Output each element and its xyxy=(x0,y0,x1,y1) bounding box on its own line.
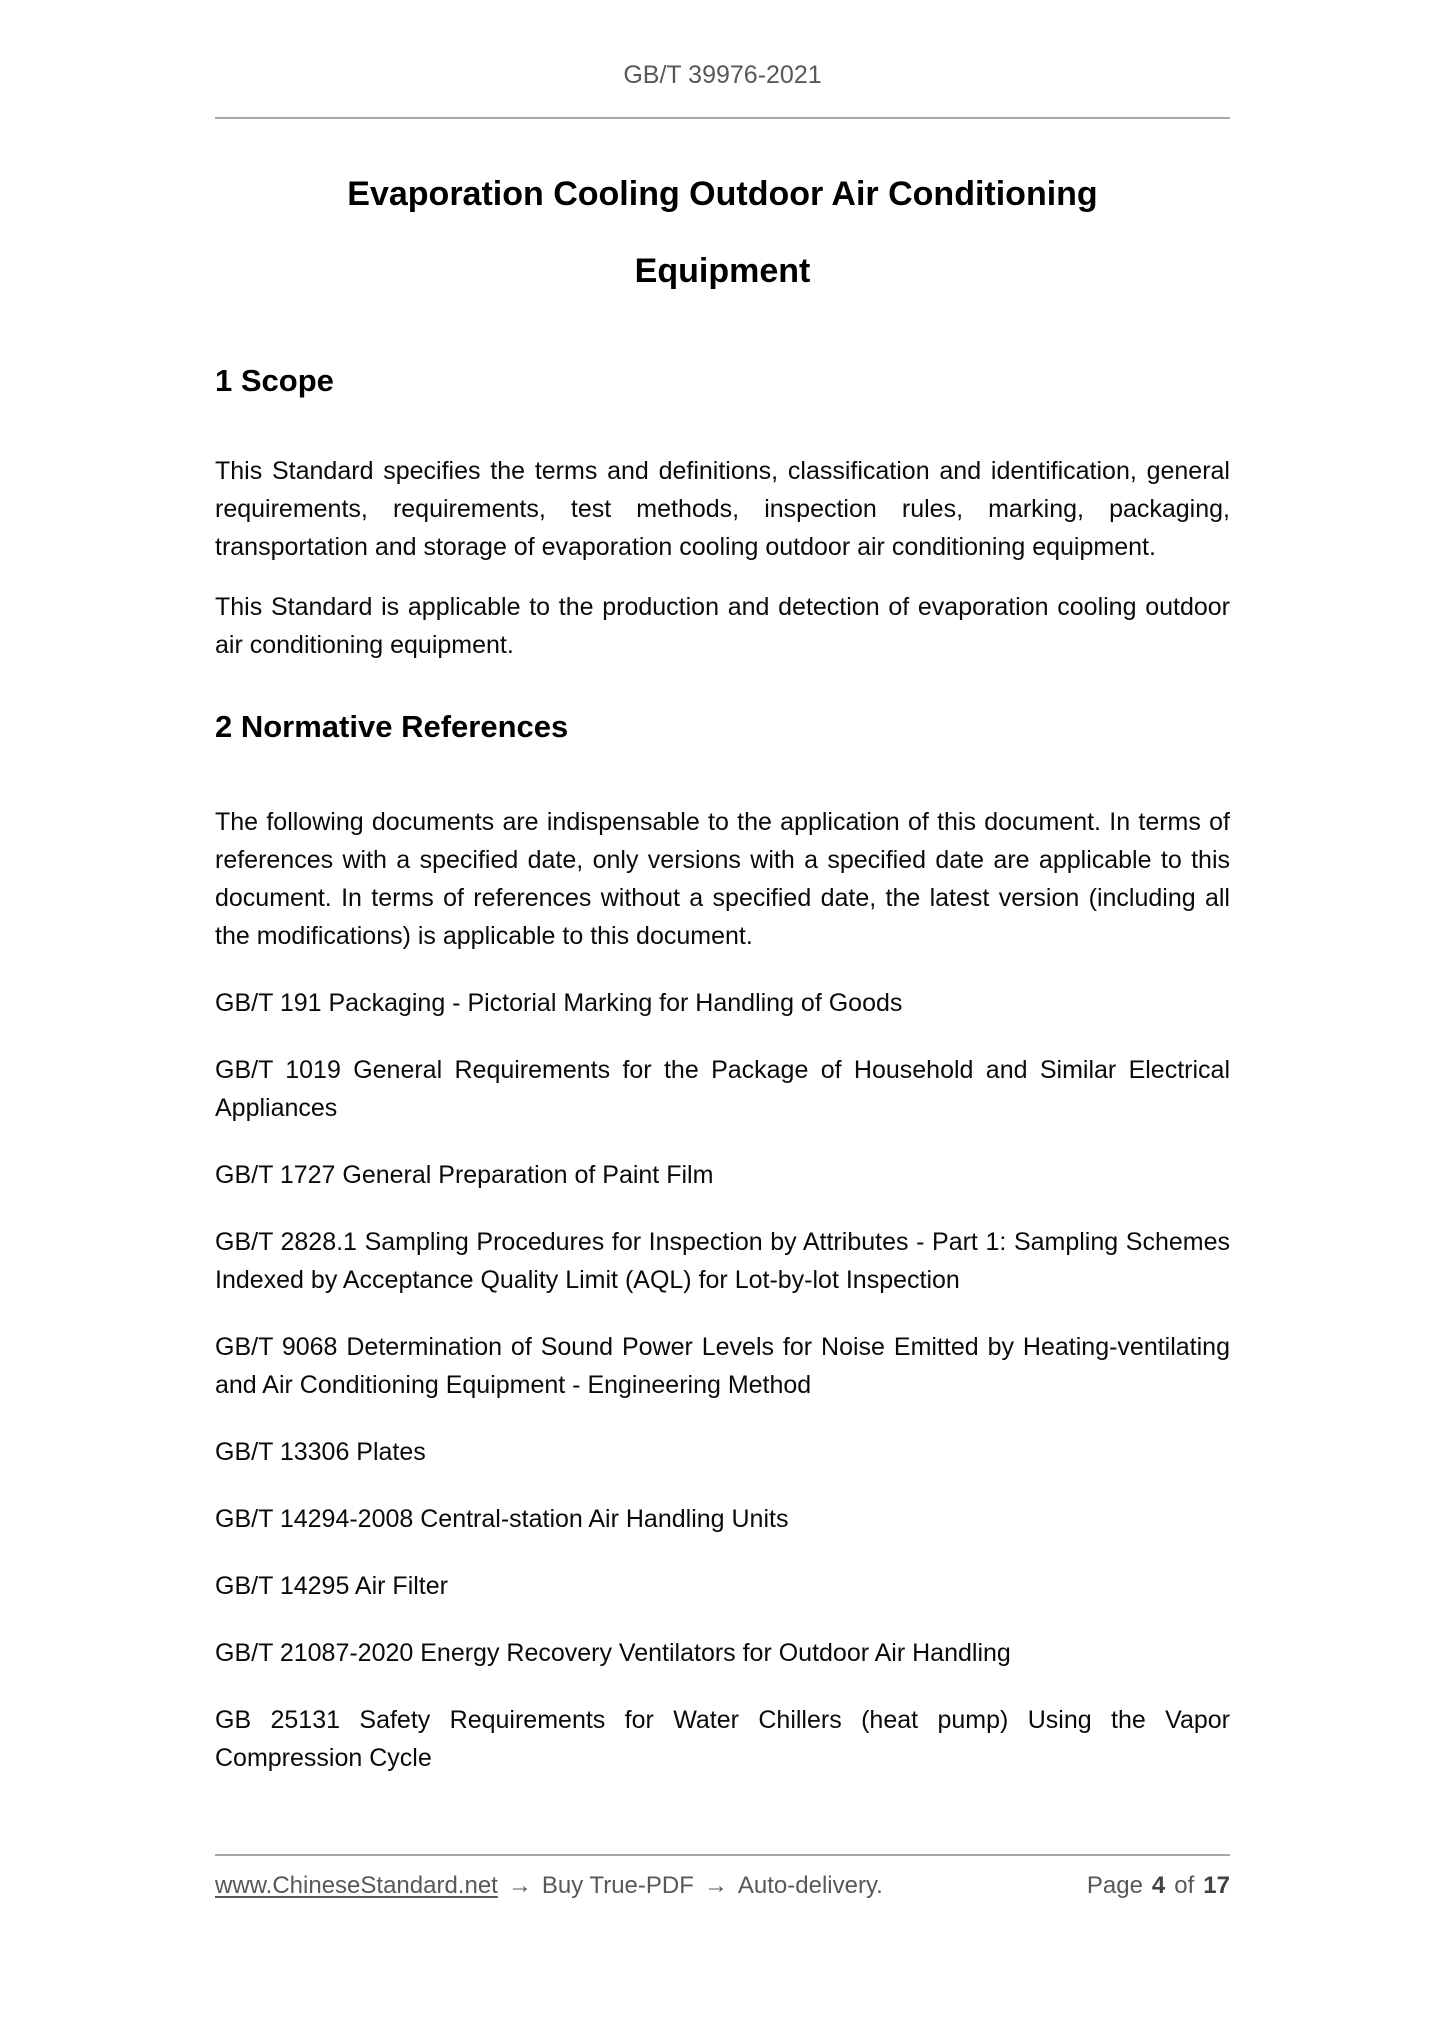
page-footer xyxy=(215,1871,1230,1901)
scope-paragraph-2: This Standard is applicable to the production and detection of evaporation cooling outdoor air conditioning equipment. xyxy=(215,593,1230,659)
section-heading-normative-references: 2 Normative References xyxy=(215,709,569,744)
reference-item: GB/T 2828.1 Sampling Procedures for Inspection by Attributes - Part 1: Sampling Schemes Indexed by Acceptance Quality Limit (AQL) for Lot-by-lot Inspection xyxy=(215,1228,1230,1294)
reference-item: GB/T 13306 Plates xyxy=(215,1438,426,1466)
reference-item: GB/T 1019 General Requirements for the Package of Household and Similar Electrical Appliances xyxy=(215,1056,1230,1122)
of-label: of xyxy=(1174,1872,1195,1899)
page-indicator xyxy=(1087,1871,1230,1901)
page-label: Page xyxy=(1086,1872,1143,1899)
site-link[interactable]: www.ChineseStandard.net xyxy=(215,1872,498,1899)
reference-list xyxy=(215,984,1230,1777)
normative-intro-paragraph: The following documents are indispensable to the application of this document. In terms of references with a specified date, only versions with a specified date are applicable to this document. In terms of references without a specified date, the latest version (including all the modifications) is applicable to this document. xyxy=(215,808,1230,950)
footer-left-group xyxy=(215,1871,883,1901)
doc-number: GB/T 39976-2021 xyxy=(623,61,822,89)
reference-item: GB/T 1727 General Preparation of Paint Film xyxy=(215,1161,714,1189)
doc-title-line-1: Evaporation Cooling Outdoor Air Conditioning xyxy=(347,175,1098,213)
arrow-icon: → xyxy=(507,1872,532,1899)
buy-pdf-label: Buy True-PDF xyxy=(541,1872,694,1899)
scope-paragraph-1: This Standard specifies the terms and definitions, classification and identification, general requirements, requirements, test methods, inspection rules, marking, packaging, transportation and storage of evaporation cooling outdoor air conditioning equipment. xyxy=(215,457,1230,561)
footer-rule xyxy=(215,1854,1230,1856)
running-header xyxy=(215,60,1230,90)
reference-item: GB/T 14295 Air Filter xyxy=(215,1572,448,1600)
reference-item: GB/T 21087-2020 Energy Recovery Ventilators for Outdoor Air Handling xyxy=(215,1639,1011,1667)
header-rule xyxy=(215,117,1230,119)
page-content xyxy=(215,60,1230,1901)
reference-item: GB/T 14294-2008 Central-station Air Handling Units xyxy=(215,1505,789,1533)
reference-item: GB/T 9068 Determination of Sound Power Levels for Noise Emitted by Heating-ventilating and Air Conditioning Equipment - Engineering Method xyxy=(215,1333,1230,1399)
section-heading-scope: 1 Scope xyxy=(215,363,334,398)
doc-title-line-2: Equipment xyxy=(634,252,811,290)
total-page-number: 17 xyxy=(1203,1872,1230,1899)
doc-title xyxy=(215,156,1230,310)
arrow-icon: → xyxy=(703,1872,728,1899)
reference-item: GB/T 191 Packaging - Pictorial Marking for Handling of Goods xyxy=(215,989,903,1017)
reference-item: GB 25131 Safety Requirements for Water Chillers (heat pump) Using the Vapor Compression Cycle xyxy=(215,1706,1230,1772)
current-page-number: 4 xyxy=(1151,1872,1166,1899)
auto-delivery-label: Auto-delivery. xyxy=(737,1872,883,1899)
